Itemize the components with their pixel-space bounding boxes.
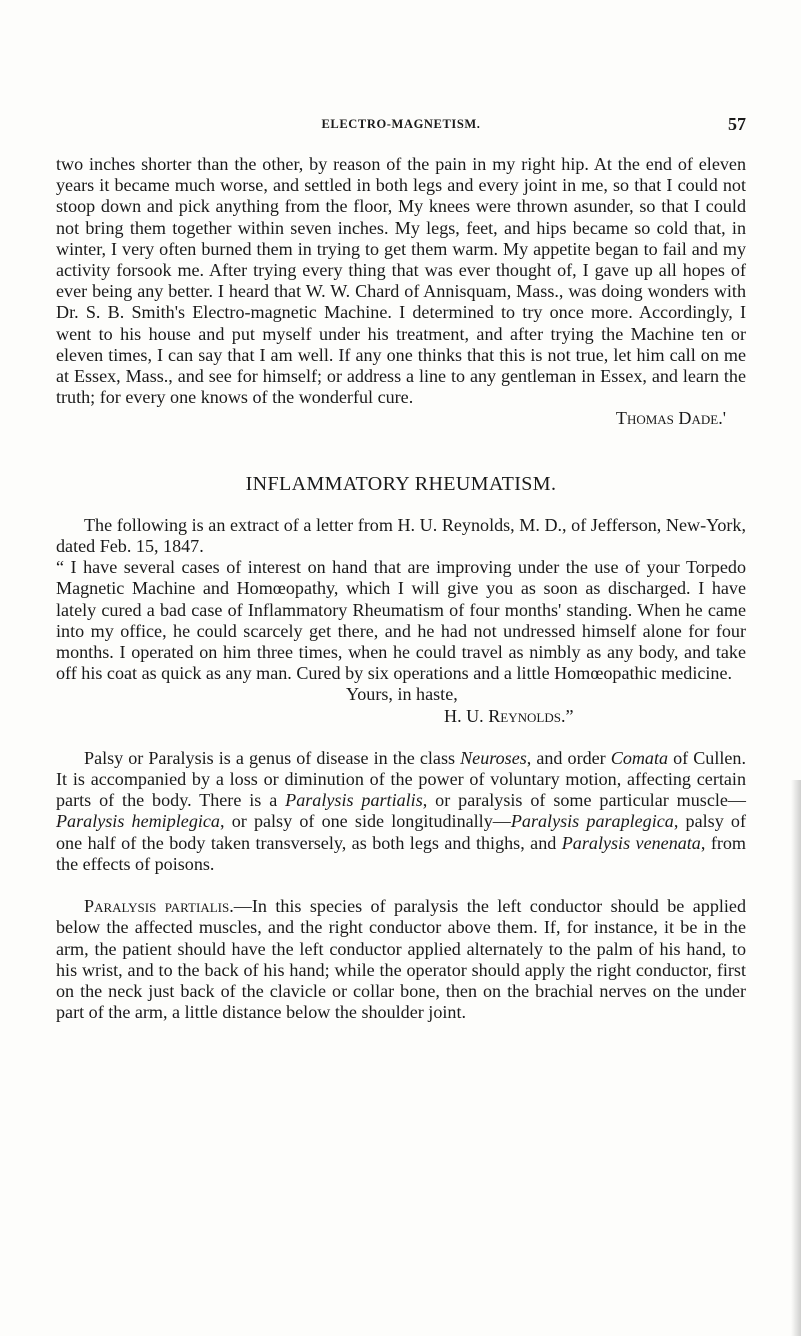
- term-paralysis-partialis: Paralysis partialis: [285, 790, 423, 811]
- palsy-text-c: of Cullen. It is accompanied by a loss or diminution of the power of voluntary motion, affecting certain parts of the body. There is a: [56, 747, 746, 811]
- partialis-lead: Paralysis partialis.: [84, 896, 234, 917]
- palsy-text-a: Palsy or Paralysis is a genus of disease in the class: [84, 747, 461, 768]
- term-paralysis-paraplegica: Paralysis paraplegica: [510, 811, 674, 832]
- term-neuroses: Neuroses: [460, 747, 527, 768]
- palsy-text-e: , or palsy of one side longitudinally—: [219, 811, 511, 832]
- page-number: 57: [728, 114, 746, 134]
- palsy-text-b: , and order: [526, 747, 611, 768]
- reynolds-signature: H. U. Reynolds.”: [444, 705, 574, 726]
- page-edge-shadow: [791, 780, 801, 1336]
- palsy-text-d: , or paralysis of some particular muscle—: [422, 790, 746, 811]
- term-comata: Comata: [610, 747, 669, 768]
- palsy-text-f: , palsy of one half of the body taken transversely, as both legs and thighs, and: [56, 811, 747, 853]
- reynolds-letter-text: “ I have several cases of interest on hand that are improving under the use of your Torpedo Magnetic Machine and Homœopathy, which I will give you as soon as discharged. I have lately cured a bad case of Inflammatory Rheumatism of four months' standing. When he came into my office, he could scarcely get there, and he had not undressed himself alone for four months. I operated on him three times, when he could travel as nimbly as any body, and take off his coat as quick as any man. Cured by six operations and a little Homœopathic medicine.: [56, 557, 746, 684]
- dade-signature: Thomas Dade.': [615, 408, 726, 429]
- section-title: INFLAMMATORY RHEUMATISM.: [245, 472, 557, 495]
- running-head: ELECTRO-MAGNETISM.: [321, 117, 481, 131]
- page-header: [56, 114, 746, 137]
- paragraph-gap: [56, 875, 746, 896]
- paragraph-gap: [56, 727, 746, 748]
- term-paralysis-hemiplegica: Paralysis hemiplegica: [56, 811, 220, 832]
- partialis-paragraph: [56, 896, 746, 1023]
- palsy-text-g: , from the effects of poisons.: [56, 832, 746, 874]
- term-paralysis-venenata: Paralysis venenata: [561, 832, 701, 853]
- body-text: [56, 154, 746, 1023]
- palsy-paragraph: [56, 748, 746, 875]
- dade-letter-text: two inches shorter than the other, by reason of the pain in my right hip. At the end of eleven years it became much worse, and settled in both legs and every joint in me, so that I could not stoop down and pick anything from the floor, My knees were thrown asunder, so that I could not bring them together within seven inches. My legs, feet, and hips became so cold that, in winter, I very often burned them in trying to get them warm. My appetite began to fail and my activity forsook me. After trying every thing that was ever thought of, I gave up all hopes of ever being any better. I heard that W. W. Chard of Annisquam, Mass., was doing wonders with Dr. S. B. Smith's Electro-magnetic Machine. I determined to try once more. Accordingly, I went to his house and put myself under his treatment, and after trying the Machine ten or eleven times, I can say that I am well. If any one thinks that this is not true, let him call on me at Essex, Mass., and see for himself; or address a line to any gentleman in Essex, and learn the truth; for every one knows of the wonderful cure.: [56, 154, 746, 408]
- reynolds-intro: The following is an extract of a letter from H. U. Reynolds, M. D., of Jefferson, New-York, dated Feb. 15, 1847.: [56, 514, 746, 557]
- partialis-text: —In this species of paralysis the left conductor should be applied below the affected muscles, and the right conductor above them. If, for instance, it be in the arm, the patient should have the left conductor applied alternately to the palm of his hand, to his wrist, and to the back of his hand; while the operator should apply the right conductor, first on the neck just back of the clavicle or collar bone, then on the brachial nerves on the under part of the arm, a little distance below the shoulder joint.: [56, 896, 746, 1023]
- reynolds-closing: Yours, in haste,: [346, 684, 458, 705]
